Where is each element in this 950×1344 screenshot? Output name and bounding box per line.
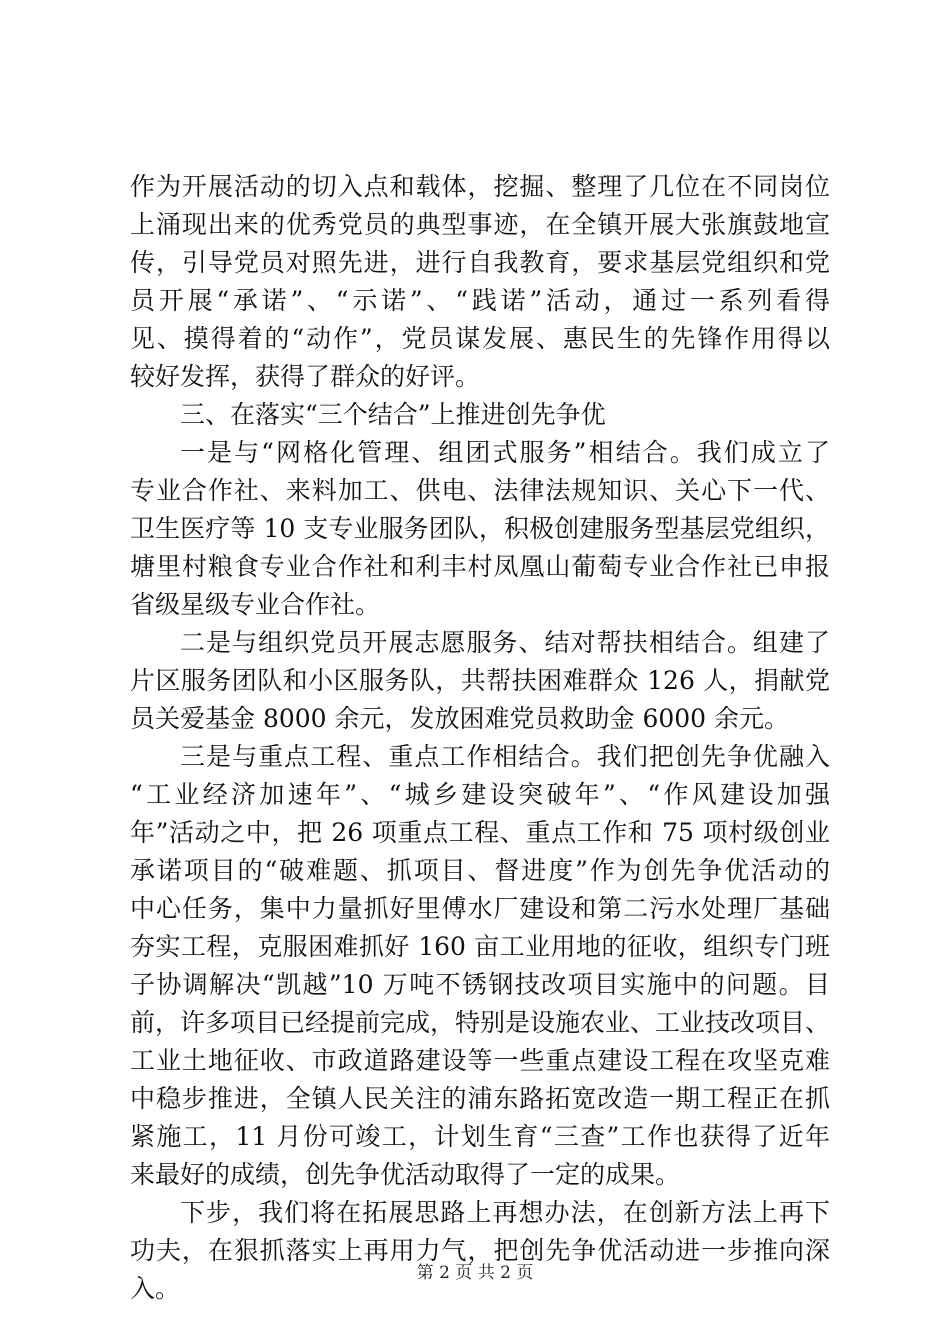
- paragraph-line: 下步，我们将在拓展思路上再想办法，在创新方法上再下: [180, 1198, 830, 1227]
- paragraph-line: 见、摸得着的“动作”，党员谋发展、惠民生的先锋作用得以: [130, 324, 830, 353]
- paragraph-line: 中稳步推进，全镇人民关注的浦东路拓宽改造一期工程正在抓: [130, 1084, 830, 1113]
- paragraph-line: 工业土地征收、市政道路建设等一些重点建设工程在攻坚克难: [130, 1046, 830, 1075]
- section-heading: 三、在落实“三个结合”上推进创先争优: [180, 400, 606, 429]
- paragraph-line: 夯实工程，克服困难抓好 160 亩工业用地的征收，组织专门班: [130, 932, 830, 961]
- paragraph-line: 二是与组织党员开展志愿服务、结对帮扶相结合。组建了: [180, 628, 830, 657]
- paragraph-line: 省级星级专业合作社。: [130, 590, 381, 619]
- document-body: [130, 168, 830, 1308]
- paragraph-line: 三是与重点工程、重点工作相结合。我们把创先争优融入: [180, 742, 830, 771]
- paragraph-line: 传，引导党员对照先进，进行自我教育，要求基层党组织和党: [130, 248, 830, 277]
- paragraph-line: 一是与“网格化管理、组团式服务”相结合。我们成立了: [180, 438, 830, 467]
- paragraph-line: 员关爱基金 8000 余元，发放困难党员救助金 6000 余元。: [130, 704, 790, 733]
- paragraph-line: 功夫，在狠抓落实上再用力气，把创先争优活动进一步推向深: [130, 1236, 830, 1265]
- paragraph-line: “工业经济加速年”、“城乡建设突破年”、“作风建设加强: [130, 780, 830, 809]
- paragraph-line: 上涌现出来的优秀党员的典型事迹，在全镇开展大张旗鼓地宣: [130, 210, 830, 239]
- paragraph-line: 员开展“承诺”、“示诺”、“践诺”活动，通过一系列看得: [130, 286, 830, 315]
- paragraph-line: 子协调解决“凯越”10 万吨不锈钢技改项目实施中的问题。目: [130, 970, 830, 999]
- paragraph-line: 较好发挥，获得了群众的好评。: [130, 362, 481, 391]
- paragraph-line: 片区服务团队和小区服务队，共帮扶困难群众 126 人，捐献党: [130, 666, 830, 695]
- paragraph-line: 年”活动之中，把 26 项重点工程、重点工作和 75 项村级创业: [130, 818, 830, 847]
- paragraph-line: 专业合作社、来料加工、供电、法律法规知识、关心下一代、: [130, 476, 830, 505]
- paragraph-line: 来最好的成绩，创先争优活动取得了一定的成果。: [130, 1160, 681, 1189]
- paragraph-line: 承诺项目的“破难题、抓项目、督进度”作为创先争优活动的: [130, 856, 830, 885]
- paragraph-line: 卫生医疗等 10 支专业服务团队，积极创建服务型基层党组织，: [130, 514, 830, 543]
- paragraph-line: 入。: [130, 1274, 181, 1303]
- paragraph-line: 塘里村粮食专业合作社和利丰村凤凰山葡萄专业合作社已申报: [130, 552, 830, 581]
- page-number-footer: 第 2 页 共 2 页: [416, 1263, 534, 1283]
- paragraph-line: 作为开展活动的切入点和载体，挖掘、整理了几位在不同岗位: [130, 172, 830, 201]
- paragraph-line: 中心任务，集中力量抓好里傅水厂建设和第二污水处理厂基础: [130, 894, 830, 923]
- paragraph-line: 前，许多项目已经提前完成，特别是设施农业、工业技改项目、: [130, 1008, 831, 1037]
- paragraph-line: 紧施工，11 月份可竣工，计划生育“三查”工作也获得了近年: [130, 1122, 830, 1151]
